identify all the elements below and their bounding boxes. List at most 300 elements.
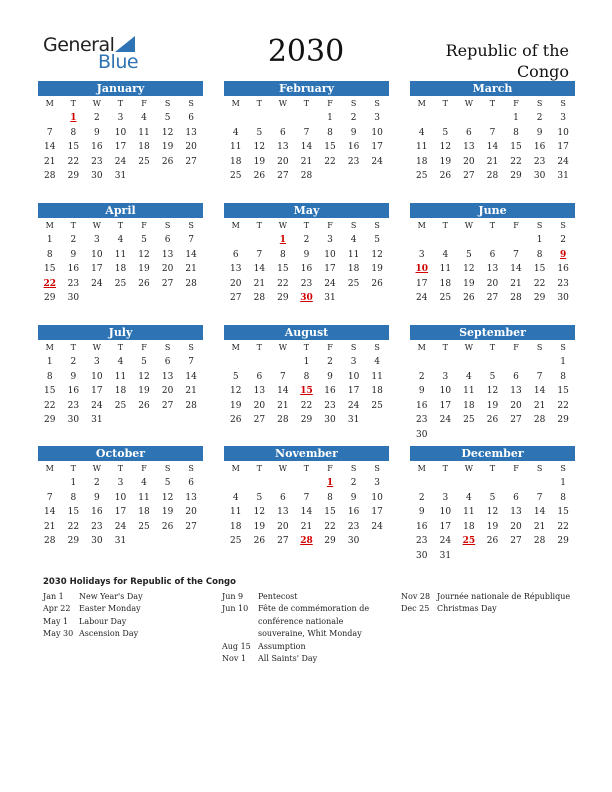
- empty-cell: [295, 111, 319, 126]
- day-cell: 4: [350, 235, 357, 245]
- day-cell: 21: [533, 521, 546, 532]
- day-cell: 15: [67, 142, 80, 153]
- day-cell: 25: [230, 171, 242, 182]
- weekday-label: S: [164, 221, 171, 230]
- day-cell: 15: [44, 264, 56, 275]
- day-cell: 9: [536, 127, 543, 138]
- holiday-date: 25: [462, 536, 476, 547]
- month-name: June: [410, 203, 575, 218]
- day-cell: 9: [327, 371, 333, 382]
- day-cell: 16: [91, 142, 103, 153]
- weekday-label: T: [489, 99, 496, 108]
- day-cell: 28: [300, 171, 313, 182]
- day-cell: 4: [442, 249, 449, 260]
- day-cell: 8: [560, 371, 567, 382]
- day-cell: 20: [253, 400, 266, 411]
- day-cell: 8: [327, 492, 333, 503]
- day-cell: 7: [536, 492, 543, 503]
- day-cell: 1: [303, 357, 310, 367]
- holiday-row: [43, 616, 213, 628]
- day-cell: 30: [416, 550, 428, 561]
- weekday-label: S: [188, 343, 194, 352]
- holiday-name: Journée nationale de République: [437, 592, 571, 601]
- weekday-label: F: [327, 99, 333, 108]
- holiday-date: 22: [43, 278, 57, 289]
- day-cell: 12: [230, 386, 242, 397]
- holiday-row: [43, 591, 213, 603]
- weekday-label: F: [327, 343, 333, 352]
- day-cell: 29: [324, 536, 336, 547]
- weekday-label: T: [489, 343, 496, 352]
- day-cell: 15: [557, 507, 569, 518]
- day-cell: 14: [486, 142, 499, 153]
- day-cell: 13: [161, 249, 174, 260]
- day-cell: 6: [188, 478, 195, 488]
- day-cell: 20: [277, 521, 289, 532]
- day-cell: 31: [324, 293, 336, 304]
- holiday-row: [43, 603, 213, 615]
- month-6: [38, 325, 203, 428]
- weekday-label: S: [536, 343, 543, 352]
- day-cell: 22: [324, 521, 336, 532]
- empty-cell: [410, 233, 434, 248]
- day-cell: 15: [510, 142, 522, 153]
- day-cell: 10: [91, 371, 103, 382]
- holiday-date: 10: [415, 264, 429, 275]
- day-cell: 27: [510, 415, 522, 426]
- day-cell: 23: [67, 400, 80, 411]
- day-cell: 16: [416, 400, 428, 411]
- day-cell: 11: [230, 142, 242, 153]
- day-cell: 8: [327, 127, 333, 138]
- day-cell: 23: [557, 278, 569, 289]
- empty-cell: [481, 355, 505, 370]
- weekday-label: M: [231, 99, 240, 108]
- day-cell: 21: [253, 278, 266, 289]
- day-cell: 16: [347, 142, 360, 153]
- holiday-row: [401, 603, 571, 615]
- day-cell: 12: [439, 142, 452, 153]
- weekday-label: W: [464, 99, 474, 108]
- day-cell: 26: [138, 400, 150, 411]
- day-cell: 9: [303, 249, 310, 260]
- weekday-label: F: [141, 464, 147, 473]
- holiday-column: [401, 591, 571, 616]
- day-cell: 27: [510, 536, 522, 547]
- weekday-label: W: [464, 343, 474, 352]
- day-cell: 5: [374, 235, 381, 245]
- day-cell: 29: [533, 293, 546, 304]
- day-cell: 19: [138, 386, 150, 397]
- month-name: January: [38, 81, 203, 96]
- weekday-label: S: [560, 464, 566, 473]
- empty-cell: [504, 355, 528, 370]
- day-cell: 28: [253, 293, 266, 304]
- holiday-date: 15: [300, 386, 313, 397]
- day-cell: 5: [164, 113, 171, 123]
- holiday-name: New Year's Day: [79, 592, 143, 601]
- holiday-date-label: Jun 10: [222, 604, 249, 614]
- holiday-date: 1: [326, 478, 334, 488]
- day-cell: 6: [513, 371, 519, 382]
- day-cell: 26: [439, 171, 452, 182]
- day-cell: 27: [161, 278, 174, 289]
- day-cell: 7: [46, 127, 53, 138]
- day-cell: 16: [67, 264, 80, 275]
- weekday-label: W: [464, 221, 474, 230]
- day-cell: 26: [138, 278, 150, 289]
- day-cell: 13: [486, 264, 499, 275]
- day-cell: 8: [303, 371, 310, 382]
- holiday-name: All Saints' Day: [258, 654, 318, 664]
- day-cell: 30: [91, 536, 103, 547]
- day-cell: 18: [138, 142, 150, 153]
- day-cell: 12: [253, 507, 266, 518]
- day-cell: 10: [324, 249, 336, 260]
- month-grid: [410, 340, 575, 443]
- weekday-label: F: [513, 343, 519, 352]
- weekday-label: S: [560, 343, 566, 352]
- day-cell: 27: [230, 293, 242, 304]
- day-cell: 3: [117, 113, 124, 123]
- day-cell: 30: [416, 429, 428, 440]
- day-cell: 22: [510, 156, 522, 167]
- month-5: [410, 203, 575, 306]
- weekday-label: W: [92, 221, 102, 230]
- day-cell: 18: [416, 156, 428, 167]
- empty-cell: [410, 355, 434, 370]
- day-cell: 4: [418, 127, 425, 138]
- weekday-label: F: [141, 221, 147, 230]
- day-cell: 31: [114, 171, 127, 182]
- day-cell: 19: [161, 142, 174, 153]
- day-cell: 28: [44, 171, 56, 182]
- day-cell: 11: [138, 492, 150, 503]
- day-cell: 29: [67, 171, 80, 182]
- day-cell: 16: [300, 264, 313, 275]
- weekday-label: M: [45, 343, 54, 352]
- day-cell: 1: [46, 357, 53, 367]
- day-cell: 10: [114, 492, 127, 503]
- empty-cell: [271, 111, 295, 126]
- day-cell: 19: [463, 278, 475, 289]
- holiday-date: 30: [300, 293, 313, 304]
- day-cell: 3: [418, 249, 425, 260]
- holiday-column: [222, 591, 380, 665]
- day-cell: 17: [324, 264, 336, 275]
- holiday-date-label: Nov 28: [401, 592, 431, 601]
- day-cell: 17: [114, 142, 127, 153]
- day-cell: 24: [557, 156, 569, 167]
- weekday-label: F: [513, 99, 519, 108]
- empty-cell: [457, 355, 481, 370]
- day-cell: 17: [347, 386, 360, 397]
- day-cell: 29: [300, 415, 313, 426]
- day-cell: 1: [560, 357, 567, 367]
- weekday-label: W: [92, 464, 102, 473]
- day-cell: 2: [94, 478, 100, 488]
- holiday-column: [43, 591, 213, 641]
- empty-cell: [224, 233, 248, 248]
- day-cell: 6: [256, 371, 263, 382]
- holiday-date-label: Jan 1: [43, 592, 64, 601]
- holiday-row: [222, 641, 380, 653]
- day-cell: 15: [557, 386, 569, 397]
- day-cell: 14: [185, 371, 197, 382]
- day-cell: 26: [486, 415, 499, 426]
- month-10: [224, 446, 389, 549]
- holiday-row: [222, 603, 380, 640]
- day-cell: 23: [416, 536, 428, 547]
- weekday-label: T: [70, 221, 77, 230]
- day-cell: 11: [463, 386, 475, 397]
- empty-cell: [481, 476, 505, 491]
- day-cell: 6: [489, 249, 496, 260]
- day-cell: 1: [70, 478, 77, 488]
- empty-cell: [434, 476, 458, 491]
- day-cell: 3: [94, 235, 100, 245]
- day-cell: 7: [256, 249, 263, 260]
- day-cell: 7: [46, 492, 53, 503]
- day-cell: 14: [44, 507, 56, 518]
- day-cell: 20: [185, 142, 197, 153]
- weekday-label: T: [70, 343, 77, 352]
- month-grid: [224, 96, 389, 184]
- day-cell: 18: [230, 156, 242, 167]
- month-name: July: [38, 325, 203, 340]
- day-cell: 30: [557, 293, 569, 304]
- day-cell: 19: [486, 400, 499, 411]
- empty-cell: [271, 476, 295, 491]
- day-cell: 4: [117, 235, 124, 245]
- day-cell: 22: [67, 156, 80, 167]
- day-cell: 3: [374, 478, 381, 488]
- day-cell: 16: [347, 507, 360, 518]
- day-cell: 15: [277, 264, 289, 275]
- day-cell: 26: [161, 521, 174, 532]
- day-cell: 17: [371, 142, 383, 153]
- day-cell: 19: [253, 521, 266, 532]
- day-cell: 25: [416, 171, 428, 182]
- weekday-label: M: [231, 221, 240, 230]
- month-grid: [38, 218, 203, 306]
- day-cell: 2: [327, 357, 333, 367]
- holiday-date-label: Dec 25: [401, 604, 430, 614]
- day-cell: 2: [94, 113, 100, 123]
- day-cell: 31: [439, 550, 452, 561]
- day-cell: 13: [185, 127, 197, 138]
- day-cell: 2: [350, 113, 357, 123]
- day-cell: 6: [513, 492, 519, 503]
- day-cell: 18: [371, 386, 383, 397]
- weekday-label: T: [117, 464, 124, 473]
- country-name-line1: Republic of the: [445, 41, 569, 60]
- weekday-label: F: [327, 464, 333, 473]
- weekday-label: W: [278, 99, 288, 108]
- day-cell: 16: [557, 264, 569, 275]
- holiday-date-label: Nov 1: [222, 654, 246, 664]
- day-cell: 5: [141, 357, 147, 367]
- day-cell: 9: [70, 249, 77, 260]
- day-cell: 20: [510, 521, 522, 532]
- day-cell: 22: [557, 521, 569, 532]
- holiday-date: 9: [560, 249, 567, 260]
- day-cell: 17: [91, 386, 103, 397]
- day-cell: 6: [188, 113, 195, 123]
- day-cell: 23: [300, 278, 313, 289]
- day-cell: 18: [230, 521, 242, 532]
- day-cell: 3: [117, 478, 124, 488]
- day-cell: 1: [513, 113, 519, 123]
- empty-cell: [434, 233, 458, 248]
- weekday-label: S: [374, 343, 380, 352]
- day-cell: 13: [277, 142, 289, 153]
- day-cell: 3: [350, 357, 357, 367]
- day-cell: 25: [371, 400, 383, 411]
- day-cell: 22: [300, 400, 313, 411]
- weekday-label: T: [117, 343, 124, 352]
- day-cell: 10: [557, 127, 569, 138]
- day-cell: 6: [232, 249, 239, 260]
- weekday-label: M: [231, 343, 240, 352]
- day-cell: 10: [91, 249, 103, 260]
- day-cell: 3: [560, 113, 567, 123]
- day-cell: 20: [185, 507, 197, 518]
- holiday-row: [43, 628, 213, 640]
- day-cell: 4: [466, 371, 472, 382]
- day-cell: 28: [510, 293, 522, 304]
- holiday-date-label: Aug 15: [222, 641, 251, 651]
- day-cell: 2: [418, 371, 425, 382]
- day-cell: 29: [557, 536, 569, 547]
- day-cell: 27: [463, 171, 475, 182]
- weekday-label: M: [417, 464, 426, 473]
- day-cell: 11: [416, 142, 428, 153]
- day-cell: 10: [439, 386, 452, 397]
- empty-cell: [434, 111, 458, 126]
- day-cell: 8: [70, 492, 77, 503]
- day-cell: 31: [347, 415, 360, 426]
- day-cell: 4: [141, 113, 147, 123]
- day-cell: 2: [350, 478, 357, 488]
- holiday-date: 28: [300, 536, 313, 547]
- day-cell: 17: [439, 521, 452, 532]
- day-cell: 26: [371, 278, 383, 289]
- weekday-label: S: [560, 221, 566, 230]
- day-cell: 19: [138, 264, 150, 275]
- day-cell: 3: [94, 357, 100, 367]
- day-cell: 8: [536, 249, 543, 260]
- day-cell: 12: [161, 492, 174, 503]
- day-cell: 5: [141, 235, 147, 245]
- empty-cell: [504, 233, 528, 248]
- empty-cell: [295, 476, 319, 491]
- day-cell: 27: [486, 293, 499, 304]
- day-cell: 22: [44, 400, 56, 411]
- month-name: November: [224, 446, 389, 461]
- weekday-label: T: [489, 464, 496, 473]
- empty-cell: [410, 111, 434, 126]
- day-cell: 11: [138, 127, 150, 138]
- day-cell: 4: [232, 492, 239, 503]
- day-cell: 10: [114, 127, 127, 138]
- day-cell: 20: [230, 278, 242, 289]
- day-cell: 11: [114, 371, 127, 382]
- day-cell: 18: [138, 507, 150, 518]
- day-cell: 11: [439, 264, 452, 275]
- holiday-name: Christmas Day: [437, 604, 497, 614]
- day-cell: 20: [277, 156, 289, 167]
- day-cell: 27: [277, 536, 289, 547]
- day-cell: 21: [510, 278, 522, 289]
- day-cell: 27: [161, 400, 174, 411]
- day-cell: 13: [253, 386, 266, 397]
- day-cell: 25: [114, 278, 127, 289]
- holiday-name: Ascension Day: [79, 629, 139, 639]
- month-grid: [224, 340, 389, 428]
- weekday-label: M: [417, 221, 426, 230]
- day-cell: 31: [91, 415, 103, 426]
- day-cell: 12: [463, 264, 475, 275]
- holiday-date-label: May 30: [43, 629, 74, 639]
- day-cell: 30: [347, 536, 360, 547]
- empty-cell: [528, 355, 552, 370]
- month-grid: [224, 461, 389, 549]
- day-cell: 19: [230, 400, 242, 411]
- holiday-date-label: Jun 9: [222, 592, 244, 601]
- day-cell: 14: [185, 249, 197, 260]
- day-cell: 21: [300, 521, 313, 532]
- day-cell: 31: [557, 171, 569, 182]
- day-cell: 15: [533, 264, 546, 275]
- day-cell: 11: [347, 249, 360, 260]
- weekday-label: T: [303, 221, 310, 230]
- weekday-label: T: [256, 221, 263, 230]
- month-grid: [410, 461, 575, 564]
- day-cell: 24: [91, 400, 103, 411]
- day-cell: 5: [256, 127, 263, 138]
- day-cell: 30: [91, 171, 103, 182]
- day-cell: 8: [513, 127, 519, 138]
- weekday-label: T: [489, 221, 496, 230]
- weekday-label: S: [560, 99, 566, 108]
- day-cell: 2: [536, 113, 543, 123]
- month-name: April: [38, 203, 203, 218]
- day-cell: 2: [303, 235, 310, 245]
- day-cell: 13: [185, 492, 197, 503]
- day-cell: 7: [489, 127, 496, 138]
- day-cell: 22: [277, 278, 289, 289]
- day-cell: 6: [164, 235, 171, 245]
- day-cell: 7: [513, 249, 519, 260]
- day-cell: 9: [94, 127, 100, 138]
- holiday-row: [222, 653, 380, 665]
- day-cell: 26: [463, 293, 475, 304]
- day-cell: 18: [114, 386, 127, 397]
- month-grid: [38, 461, 203, 549]
- month-grid: [38, 96, 203, 184]
- day-cell: 7: [188, 235, 195, 245]
- day-cell: 10: [371, 127, 383, 138]
- day-cell: 24: [439, 536, 452, 547]
- day-cell: 1: [560, 478, 567, 488]
- day-cell: 24: [416, 293, 428, 304]
- weekday-label: T: [256, 99, 263, 108]
- day-cell: 18: [114, 264, 127, 275]
- month-8: [410, 325, 575, 443]
- month-7: [224, 325, 389, 428]
- day-cell: 6: [280, 492, 286, 503]
